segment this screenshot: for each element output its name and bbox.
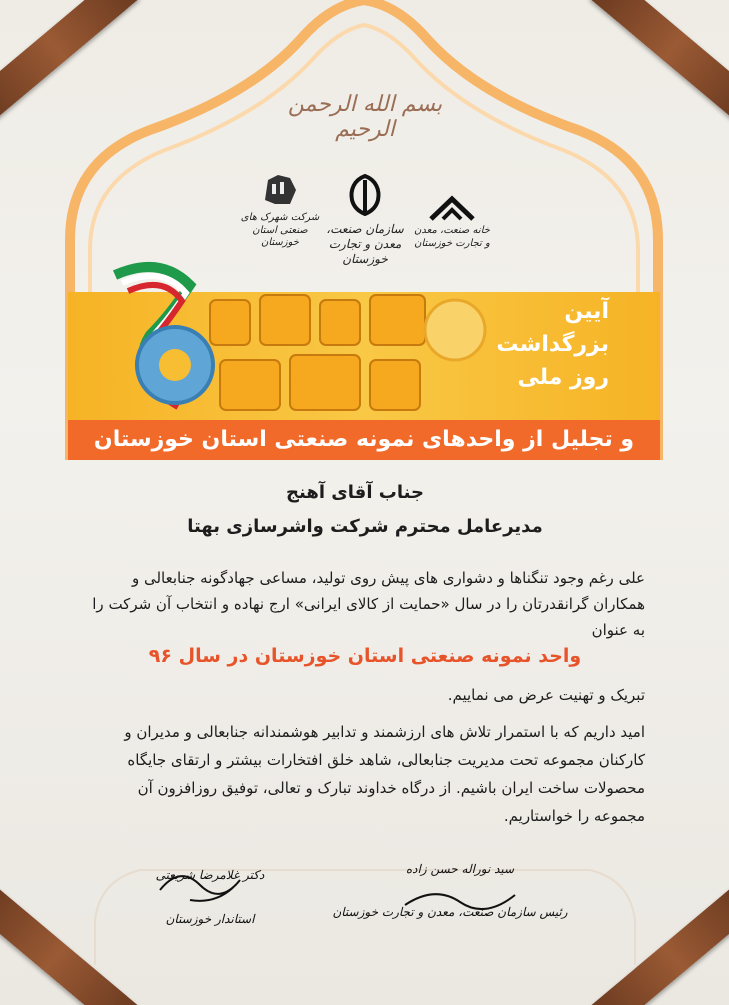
left-signer-title: استاندار خوزستان — [165, 912, 255, 926]
flag-ribbon-gear — [100, 255, 220, 425]
addressee-position: مدیرعامل محترم شرکت واشرسازی بهتا — [187, 516, 543, 537]
addressee-name: جناب آقای آهنج — [286, 482, 424, 503]
roof-icon — [427, 195, 477, 221]
body-paragraph-3: امید داریم که با استمرار تلاش های ارزشمند و تدابیر هوشمندانه جنابعالی و مدیران و کارکنان مجموعه تحت مدیریت جنابعالی، شاهد خلق افتخارات بیشتر و ارتقای جایگاه محصولات ساخت ایران باشیم. از درگاه خداوند تبارک و تعالی، توفیق روزافزون آن مجموعه را خواستاریم. — [124, 723, 645, 825]
award-title: واحد نمونه صنعتی استان خوزستان در سال ۹۶ — [148, 645, 582, 667]
banner-line-2: بزرگداشت — [496, 332, 609, 357]
ministry-logo — [315, 172, 415, 267]
left-signer-name: دکتر غلامرضا شریعتی — [155, 868, 265, 882]
industrial-towns-text: شرکت شهرک های صنعتی استان خوزستان — [240, 212, 320, 248]
body-paragraph-1: علی رغم وجود تنگناها و دشواری های پیش روی تولید، مساعی جهادگونه جنابعالی و همکاران گرانقدرتان را در سال «حمایت از کالای ایرانی» ارج نهاده و انتخاب آن شرکت را به عنوان — [92, 569, 645, 639]
emblem-icon — [344, 172, 386, 218]
banner-big-text — [250, 330, 450, 410]
basmala: بسم الله الرحمن الرحیم — [287, 92, 443, 142]
industrial-towns-logo — [235, 170, 325, 250]
map-icon — [260, 170, 300, 208]
house-logo — [412, 195, 492, 250]
banner-line-3: روز ملی — [517, 365, 609, 390]
banner-line-1: آیین — [564, 299, 609, 324]
body-paragraph-2: تبریک و تهنیت عرض می نماییم. — [447, 686, 645, 704]
ministry-text: سازمان صنعت، معدن و تجارت خوزستان — [326, 222, 404, 266]
banner-title-lines — [469, 295, 609, 394]
banner-subtitle: و تجلیل از واحدهای نمونه صنعتی استان خوزستان — [93, 427, 635, 452]
right-signer-name: سید نوراله حسن زاده — [405, 862, 515, 876]
house-text: خانه صنعت، معدن و تجارت خوزستان — [414, 225, 490, 249]
right-signer-title: رئیس سازمان صنعت، معدن و تجارت خوزستان — [332, 905, 568, 919]
